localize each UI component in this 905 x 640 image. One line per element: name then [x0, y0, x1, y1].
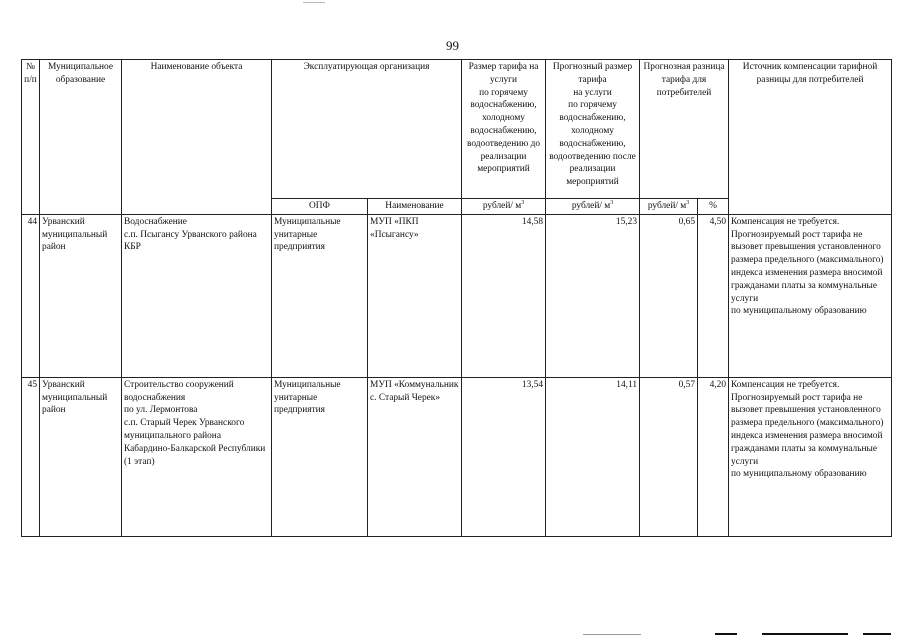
header-tariff-after: Прогнозный размер тарифа на услуги по горячему водоснабжению, холодному водоснабжению, водоотведению после реализации мероприятий	[546, 60, 640, 199]
row-tariff-before: 13,54	[462, 377, 546, 536]
header-num: № п/п	[22, 60, 40, 215]
header-tariff-before: Размер тарифа на услуги по горячему водоснабжению, холодному водоснабжению, водоотведению до реализации мероприятий	[462, 60, 546, 199]
table-row	[22, 214, 892, 377]
header-object: Наименование объекта	[122, 60, 272, 215]
subheader-unit-after: рублей/ $м^3$	[546, 199, 640, 215]
row-municipality: Урванский муниципальный район	[40, 214, 122, 377]
row-tariff-after: 14,11	[546, 377, 640, 536]
scan-artifact-line	[303, 2, 325, 3]
tariff-table	[21, 59, 892, 537]
row-object: Строительство сооружений водоснабжения по ул. Лермонтова с.п. Старый Черек Урванского муниципального района Кабардино-Балкарской Республики (1 этап)	[122, 377, 272, 536]
page-number: 99	[446, 38, 459, 53]
row-diff-pct: 4,50	[698, 214, 729, 377]
subheader-opf: ОПФ	[272, 199, 368, 215]
scan-artifact-line	[715, 633, 737, 635]
table-row	[22, 377, 892, 536]
row-diff-rub: 0,57	[640, 377, 698, 536]
row-source: Компенсация не требуется. Прогнозируемый рост тарифа не вызовет превышения установленного размера предельного (максимального) индекса изменения размера вносимой гражданами платы за коммунальные услуги по муниципальному образованию	[729, 214, 892, 377]
header-difference: Прогнозная разница тарифа для потребителей	[640, 60, 729, 199]
scan-artifact-line	[762, 633, 848, 635]
row-operator-name: МУП «ПКП «Псыгансу»	[368, 214, 462, 377]
row-num: 45	[22, 377, 40, 536]
row-municipality: Урванский муниципальный район	[40, 377, 122, 536]
row-num: 44	[22, 214, 40, 377]
subheader-percent: %	[698, 199, 729, 215]
header-municipality: Муниципальное образование	[40, 60, 122, 215]
header-source: Источник компенсации тарифной разницы для потребителей	[729, 60, 892, 215]
subheader-name: Наименование	[368, 199, 462, 215]
scan-artifact-line	[583, 634, 641, 635]
row-opf: Муниципальные унитарные предприятия	[272, 377, 368, 536]
subheader-unit-before: рублей/ $м^3$	[462, 199, 546, 215]
header-row	[22, 60, 892, 199]
row-source: Компенсация не требуется. Прогнозируемый рост тарифа не вызовет превышения установленного размера предельного (максимального) индекса изменения размера вносимой гражданами платы за коммунальные услуги по муниципальному образованию	[729, 377, 892, 536]
subheader-unit-diff: рублей/ $м^3$	[640, 199, 698, 215]
scan-artifact-line	[863, 633, 891, 635]
header-operator: Эксплуатирующая организация	[272, 60, 462, 199]
row-diff-pct: 4,20	[698, 377, 729, 536]
row-tariff-before: 14,58	[462, 214, 546, 377]
row-diff-rub: 0,65	[640, 214, 698, 377]
row-object: Водоснабжение с.п. Псыгансу Урванского района КБР	[122, 214, 272, 377]
row-operator-name: МУП «Коммунальник с. Старый Черек»	[368, 377, 462, 536]
row-opf: Муниципальные унитарные предприятия	[272, 214, 368, 377]
row-tariff-after: 15,23	[546, 214, 640, 377]
